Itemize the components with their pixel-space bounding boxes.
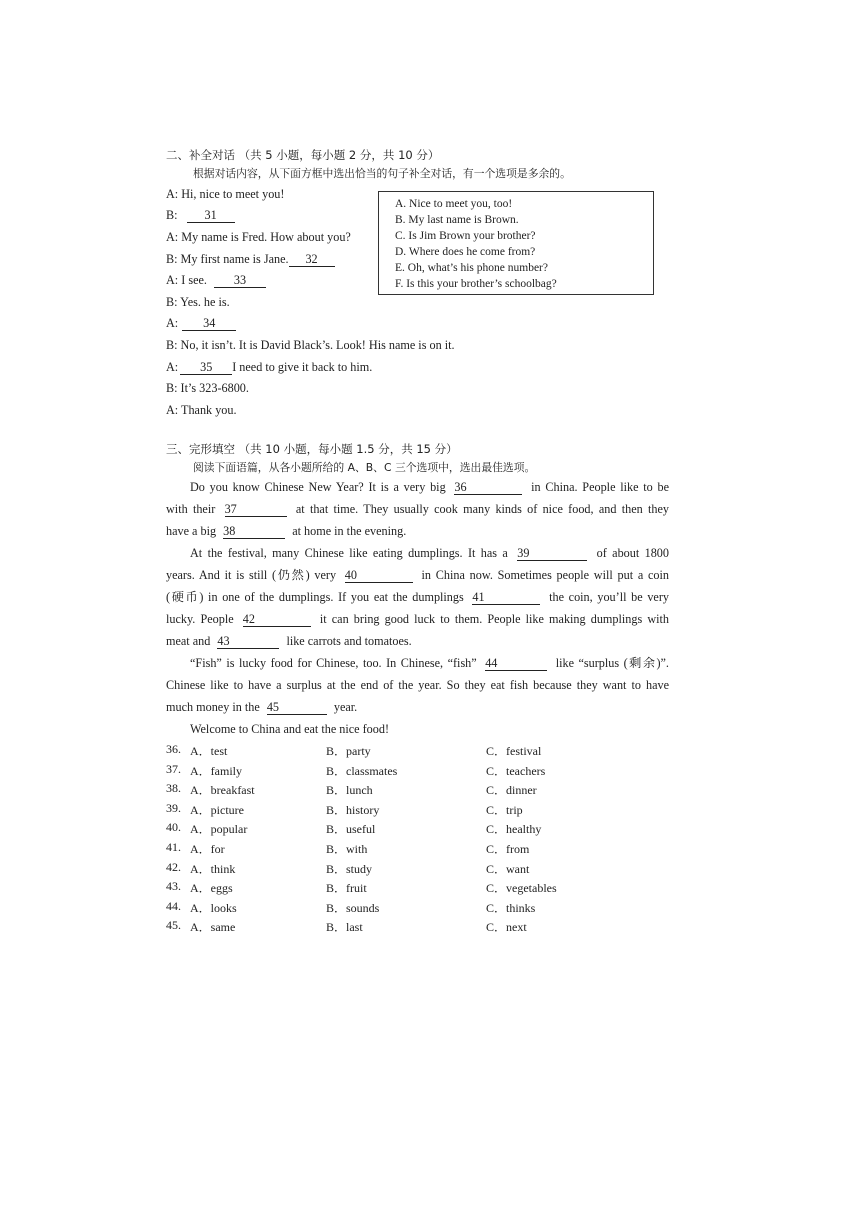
cloze-passage: [166, 476, 669, 740]
passage-line: Welcome to China and eat the nice food!: [190, 722, 390, 736]
choice-b[interactable]: B．classmates: [326, 763, 398, 778]
dialogue-text: B: Yes. he is.: [166, 295, 230, 309]
question-number: 36.: [166, 742, 181, 756]
passage-line: much money in the 45 year.: [166, 700, 358, 714]
choice-a[interactable]: A．eggs: [190, 881, 233, 896]
section3-instruction: 阅读下面语篇，从各小题所给的 A、B、C 三个选项中，选出最佳选项。: [193, 461, 536, 474]
dialogue-text: B: My first name is Jane.: [166, 252, 289, 266]
dialogue-line: [166, 273, 266, 288]
dialogue-line: [166, 208, 235, 223]
choice-a[interactable]: A．for: [190, 842, 225, 856]
passage-line: lucky. People 42 it can bring good luck to them. People like making dumplings with: [166, 612, 669, 626]
choice-b[interactable]: B．last: [326, 920, 363, 935]
answer-blank-40[interactable]: 40: [345, 569, 413, 583]
question-number: 45.: [166, 918, 181, 933]
choice-c[interactable]: C．teachers: [486, 763, 546, 778]
dialogue-text: A: Thank you.: [166, 403, 237, 417]
choice-c[interactable]: C．thinks: [486, 900, 536, 915]
answer-blank-37[interactable]: 37: [225, 503, 287, 517]
choice-a[interactable]: A．think: [190, 861, 236, 876]
answer-blank-45[interactable]: 45: [267, 701, 327, 715]
answer-blank-39[interactable]: 39: [517, 547, 587, 561]
choice-a[interactable]: A．same: [190, 920, 236, 935]
question-number: 39.: [166, 800, 181, 815]
choice-a[interactable]: A．breakfast: [190, 783, 255, 798]
option-a[interactable]: A. Nice to meet you, too!: [395, 198, 513, 210]
choice-c[interactable]: C．want: [486, 861, 530, 876]
dialogue-text: B: No, it isn’t. It is David Black’s. Look! His name is on it.: [166, 338, 455, 352]
dialogue-line: [166, 316, 236, 331]
answer-blank-41[interactable]: 41: [472, 591, 540, 605]
dialogue-text: A:: [166, 360, 179, 374]
passage-line: At the festival, many Chinese like eating dumplings. It has a 39 of about 1800: [190, 546, 669, 560]
choice-c[interactable]: C．vegetables: [486, 881, 557, 896]
passage-line: years. And it is still (仍然) very 40 in China now. Sometimes people will put a coin: [166, 568, 669, 582]
choice-row: [166, 840, 666, 860]
dialogue-line: [166, 230, 351, 245]
choice-b[interactable]: B．party: [326, 744, 371, 758]
answer-blank-34[interactable]: 34: [182, 317, 236, 331]
choice-c[interactable]: C．next: [486, 920, 527, 935]
choice-a[interactable]: A．looks: [190, 900, 237, 915]
choice-b[interactable]: B．history: [326, 802, 380, 817]
option-e[interactable]: E. Oh, what’s his phone number?: [395, 262, 548, 274]
passage-line: have a big 38 at home in the evening.: [166, 524, 407, 538]
choice-row: [166, 781, 666, 801]
option-f[interactable]: F. Is this your brother’s schoolbag?: [395, 278, 557, 290]
dialogue-line: [166, 360, 372, 375]
question-number: 40.: [166, 820, 181, 835]
dialogue-line: [166, 338, 455, 353]
choice-c[interactable]: C．festival: [486, 744, 542, 758]
dialogue-text: A: I see.: [166, 273, 210, 287]
question-number: 44.: [166, 898, 181, 913]
passage-line: Do you know Chinese New Year? It is a very big 36 in China. People like to be: [190, 480, 669, 494]
option-d[interactable]: D. Where does he come from?: [395, 246, 536, 258]
dialogue-line: [166, 381, 249, 396]
choice-row: [166, 918, 666, 938]
answer-blank-38[interactable]: 38: [223, 525, 285, 539]
question-number: 41.: [166, 840, 181, 854]
dialogue-line: [166, 252, 335, 267]
section2-heading: 二、补全对话 （共 5 小题，每小题 2 分，共 10 分）: [166, 148, 440, 162]
choice-b[interactable]: B．with: [326, 842, 368, 856]
passage-line: with their 37 at that time. They usually cook many kinds of nice food, and then they: [166, 502, 669, 516]
question-number: 42.: [166, 859, 181, 874]
dialogue-text: I need to give it back to him.: [232, 360, 373, 374]
choice-c[interactable]: C．dinner: [486, 783, 537, 798]
dialogue-text: B: It’s 323-6800.: [166, 381, 249, 395]
choice-b[interactable]: B．fruit: [326, 881, 367, 896]
choice-c[interactable]: C．healthy: [486, 822, 542, 837]
choice-c[interactable]: C．from: [486, 842, 530, 856]
choice-a[interactable]: A．popular: [190, 822, 248, 837]
answer-blank-35[interactable]: 35: [180, 361, 232, 375]
option-b[interactable]: B. My last name is Brown.: [395, 214, 519, 226]
answer-blank-44[interactable]: 44: [485, 657, 547, 671]
passage-line: “Fish” is lucky food for Chinese, too. In Chinese, “fish” 44 like “surplus (剩余)”.: [190, 656, 669, 670]
dialogue-line: [166, 295, 230, 310]
answer-blank-36[interactable]: 36: [454, 481, 522, 495]
dialogue-line: [166, 187, 284, 202]
dialogue-line: [166, 403, 237, 418]
choice-a[interactable]: A．picture: [190, 802, 244, 817]
choice-a[interactable]: A．family: [190, 763, 242, 778]
answer-blank-43[interactable]: 43: [217, 635, 279, 649]
passage-line: meat and 43 like carrots and tomatoes.: [166, 634, 412, 648]
passage-line: Chinese like to have a surplus at the end of the year. So they eat fish because they want to have: [166, 678, 669, 692]
choice-row: [166, 879, 666, 899]
question-number: 37.: [166, 761, 181, 776]
choice-row: [166, 820, 666, 840]
question-number: 43.: [166, 879, 181, 894]
dialogue-text: A: Hi, nice to meet you!: [166, 187, 285, 201]
choice-c[interactable]: C．trip: [486, 802, 523, 817]
choice-row: [166, 899, 666, 919]
section3-heading: 三、完形填空 （共 10 小题，每小题 1.5 分，共 15 分）: [166, 442, 458, 456]
answer-blank-32[interactable]: 32: [289, 253, 335, 267]
dialogue-text: A:: [166, 316, 179, 330]
answer-blank-31[interactable]: 31: [187, 209, 235, 223]
choice-row: [166, 801, 666, 821]
choice-b[interactable]: B．sounds: [326, 900, 380, 915]
choice-row: [166, 860, 666, 880]
question-number: 38.: [166, 781, 181, 796]
choice-row: [166, 742, 666, 762]
passage-line: (硬币) in one of the dumplings. If you eat the dumplings 41 the coin, you’ll be very: [166, 590, 669, 604]
dialogue-text: B:: [166, 208, 181, 222]
section2-instruction: 根据对话内容，从下面方框中选出恰当的句子补全对话，有一个选项是多余的。: [193, 167, 571, 180]
answer-blank-33[interactable]: 33: [214, 274, 266, 288]
answer-blank-42[interactable]: 42: [243, 613, 311, 627]
choice-b[interactable]: B．study: [326, 861, 373, 876]
choice-b[interactable]: B．useful: [326, 822, 376, 837]
choice-a[interactable]: A．test: [190, 744, 228, 758]
choice-row: [166, 762, 666, 782]
dialogue-text: A: My name is Fred. How about you?: [166, 230, 351, 244]
choice-b[interactable]: B．lunch: [326, 783, 373, 798]
option-c[interactable]: C. Is Jim Brown your brother?: [395, 230, 536, 242]
options-box: [378, 191, 654, 295]
